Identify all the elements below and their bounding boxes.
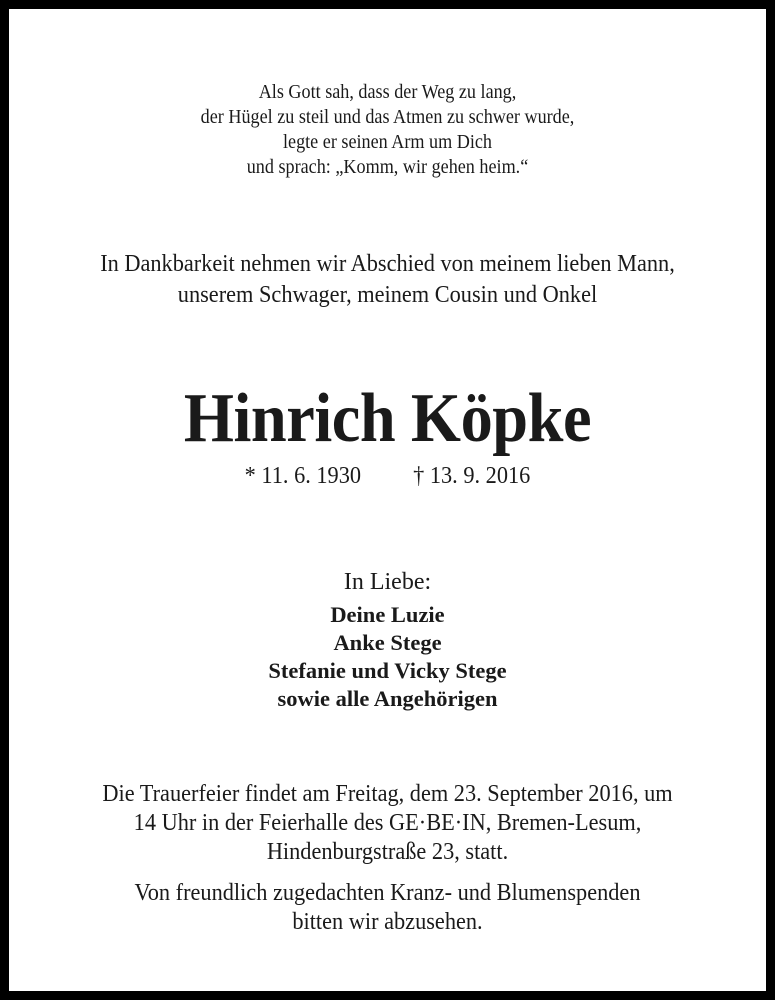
poem-line: der Hügel zu steil und das Atmen zu schwer wurde, (200, 107, 575, 128)
mourners-label: In Liebe: (343, 569, 432, 595)
poem-line: Als Gott sah, dass der Weg zu lang, (258, 82, 517, 103)
intro-text (35, 249, 739, 311)
life-dates (35, 461, 739, 491)
mourner-name: Stefanie und Vicky Stege (268, 658, 507, 683)
mourner-name: Anke Stege (333, 630, 442, 655)
poem-line: und sprach: „Komm, wir gehen heim.“ (246, 157, 529, 178)
mourner-name: Deine Luzie (330, 602, 445, 627)
intro-line: In Dankbarkeit nehmen wir Abschied von meinem lieben Mann, (100, 251, 675, 277)
mourners-list (9, 601, 766, 713)
poem-line: legte er seinen Arm um Dich (282, 132, 492, 153)
obituary-notice (9, 9, 766, 991)
flowers-note (35, 879, 739, 937)
flowers-line: bitten wir abzusehen. (292, 909, 483, 935)
intro-line: unserem Schwager, meinem Cousin und Onkel (177, 282, 598, 308)
mourner-name: sowie alle Angehörigen (277, 686, 498, 711)
birth-date: * 11. 6. 1930 (244, 463, 362, 489)
ceremony-line: Die Trauerfeier findet am Freitag, dem 23. September 2016, um (102, 781, 673, 807)
poem-verse (35, 80, 739, 180)
ceremony-info (35, 780, 739, 867)
ceremony-line: 14 Uhr in der Feierhalle des GE·BE·IN, Bremen-Lesum, (133, 810, 642, 836)
ceremony-line: Hindenburgstraße 23, statt. (266, 839, 509, 865)
flowers-line: Von freundlich zugedachten Kranz- und Blumenspenden (134, 880, 641, 906)
death-date: † 13. 9. 2016 (413, 463, 531, 489)
deceased-name: Hinrich Köpke (183, 380, 592, 457)
